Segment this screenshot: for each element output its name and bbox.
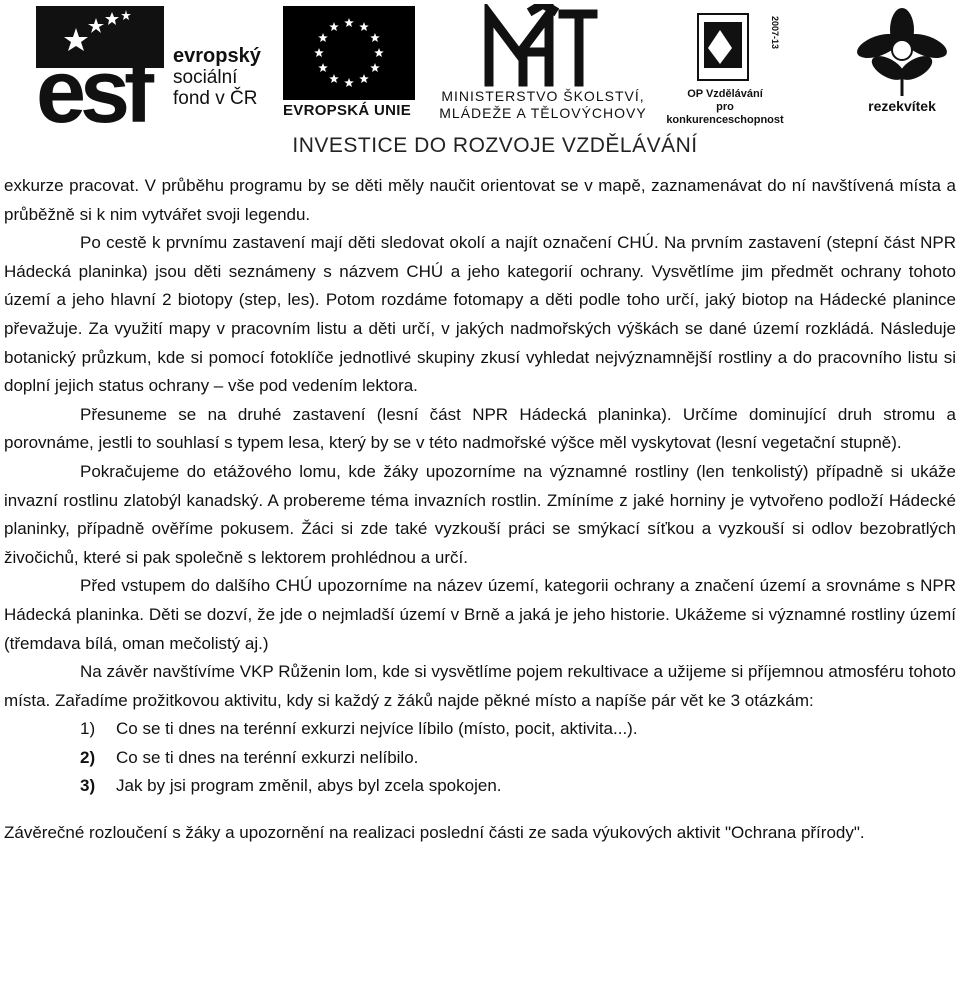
list-number: 2)	[80, 747, 96, 767]
esf-name	[173, 46, 261, 109]
list-number: 3)	[80, 776, 96, 796]
list-item	[4, 772, 956, 801]
rezekvitek-logo	[848, 6, 956, 118]
eu-caption: EVROPSKÁ UNIE	[282, 102, 412, 119]
eu-star-icon	[344, 18, 354, 27]
op-mark-icon	[660, 8, 790, 88]
rezekvitek-caption: rezekvítek	[868, 98, 936, 114]
esf-line-3: fond v ČR	[173, 88, 258, 109]
logo-header	[0, 0, 960, 160]
document-body	[4, 172, 956, 848]
eu-star-icon	[314, 48, 324, 57]
paragraph-4: Pokračujeme do etážového lomu, kde žáky upozorníme na významné rostliny (len tenkolistý) případně si ukáže invazní rostlinu zlatobýl kanadský. A probereme téma invazních rostlin. Zmíníme z jaké horniny je vytvořeno podloží Hádecké planinky, případně ověříme pokusem. Žáci si zde také vyzkouší práci se smýkací síťkou a vyzkouší si odlov bezobratlých živočichů, které si pak společně s lektorem prohlédnou a určí.	[4, 461, 956, 567]
eu-star-icon	[359, 74, 369, 83]
list-text: Co se ti dnes na terénní exkurzi nelíbilo.	[116, 747, 419, 767]
list-text: Jak by jsi program změnil, abys byl zcela spokojen.	[116, 776, 502, 796]
eu-star-icon	[370, 63, 380, 72]
question-list	[4, 715, 956, 801]
eu-star-icon	[374, 48, 384, 57]
msmt-logo	[423, 4, 663, 126]
eu-star-icon	[344, 78, 354, 87]
eu-star-icon	[329, 74, 339, 83]
investice-tagline: INVESTICE DO ROZVOJE VZDĚLÁVÁNÍ	[292, 134, 698, 157]
op-years: 2007-13	[770, 16, 780, 50]
op-line-1: OP Vzdělávání	[687, 88, 763, 100]
paragraph-3: Přesuneme se na druhé zastavení (lesní část NPR Hádecká planinka). Určíme dominující druh stromu a porovnáme, jestli to souhlasí s typem lesa, který by se v této nadmořské výšce měl vyskytovat (lesní vegetační stupně).	[4, 404, 956, 453]
list-item	[4, 715, 956, 744]
msmt-line-2: MLÁDEŽE A TĚLOVÝCHOVY	[439, 105, 647, 121]
paragraph-6: Na závěr navštívíme VKP Růženin lom, kde si vysvětlíme pojem rekultivace a užijeme si příjemnou atmosféru tohoto místa. Zařadíme prožitkovou aktivitu, kdy si každý z žáků najde pěkné místo a napíše pár vět ke 3 otázkám:	[4, 662, 956, 710]
esf-logo	[36, 6, 272, 124]
eu-star-icon	[359, 22, 369, 31]
eu-star-icon	[329, 22, 339, 31]
paragraph-5: Před vstupem do dalšího CHÚ upozorníme na název území, kategorii ochrany a značení území a srovnáme s NPR Hádecká planinka. Děti se dozví, že jde o nejmladší území v Brně a jaká je jeho historie. Ukážeme si významné rostliny území (třemdava bílá, oman mečolistý aj.)	[4, 576, 956, 653]
msmt-caption	[423, 88, 663, 122]
paragraph-1: exkurze pracovat. V průběhu programu by se děti měly naučit orientovat se v mapě, zaznamenávat do ní navštívená místa a průběžně si k nim vytvářet svoji legendu.	[4, 176, 956, 224]
paragraph-2: Po cestě k prvnímu zastavení mají děti sledovat okolí a najít označení CHÚ. Na prvním zastavení (stepní část NPR Hádecká planinka) jsou děti seznámeny s názvem CHÚ a jeho kategorií ochrany. Vysvětlíme jim předmět ochrany tohoto území a jeho hlavní 2 biotopy (step, les). Potom rozdáme fotomapy a děti podle toho určí, jaký biotop na Hádecké planince převažuje. Za využití mapy v pracovním listu a děti určí, v jakých nadmořských výškách se dané území rozkládá. Následuje botanický průzkum, kde si pomocí fotoklíče jednotlivé skupiny zkusí vyhledat nejvýznamnější rostliny a do pracovního listu si doplní jejich status ochrany – vše pod vedením lektora.	[4, 233, 956, 396]
esf-line-2: sociální	[173, 67, 238, 88]
list-text: Co se ti dnes na terénní exkurzi nejvíce líbilo (místo, pocit, aktivita...).	[116, 719, 638, 739]
msmt-mark-icon	[423, 4, 663, 88]
eu-logo	[277, 6, 417, 124]
spacer	[4, 801, 956, 819]
rezekvitek-flower-icon	[848, 6, 956, 96]
list-number: 1)	[80, 719, 96, 739]
msmt-line-1: MINISTERSTVO ŠKOLSTVÍ,	[441, 88, 645, 104]
eu-star-icon	[318, 33, 328, 42]
op-caption	[660, 88, 790, 127]
esf-line-1: evropský	[173, 45, 261, 67]
eu-star-icon	[370, 33, 380, 42]
op-vzdelavani-logo	[660, 8, 790, 126]
eu-flag-icon	[283, 6, 415, 100]
list-item	[4, 744, 956, 773]
op-line-2: pro konkurenceschopnost	[666, 101, 784, 126]
paragraph-7: Závěrečné rozloučení s žáky a upozornění na realizaci poslední části ze sada výukových aktivit "Ochrana přírody".	[4, 823, 865, 843]
esf-wordmark: esf	[36, 42, 149, 124]
eu-star-icon	[318, 63, 328, 72]
